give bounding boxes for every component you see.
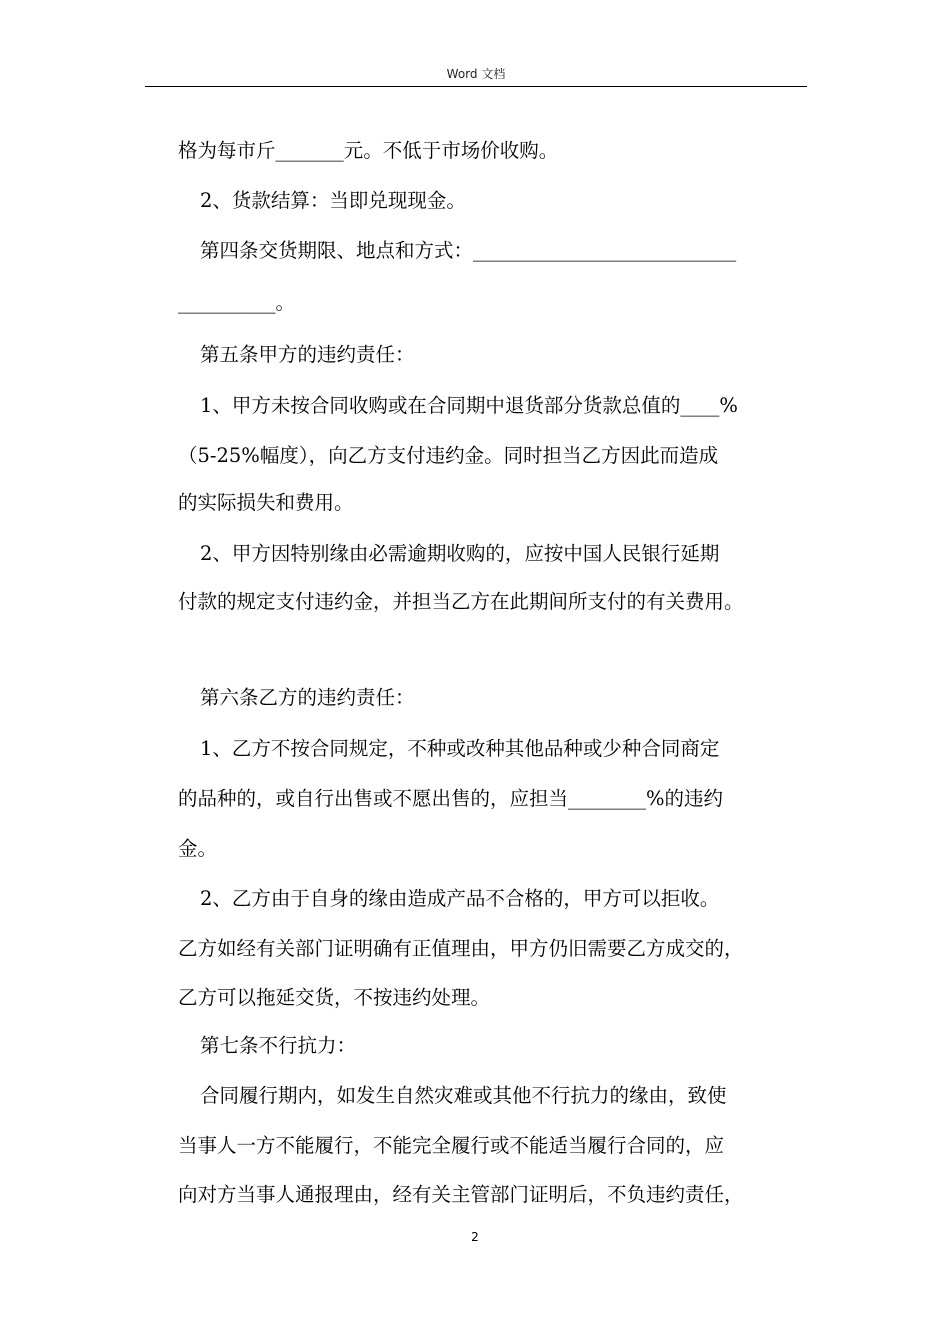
text-line-14: 金。 — [178, 837, 218, 860]
text-line-3: 第四条交货期限、地点和方式：___________________________ — [200, 239, 737, 262]
text-line-19: 合同履行期内，如发生自然灾难或其他不行抗力的缘由，致使 — [200, 1084, 727, 1107]
text-line-18: 第七条不行抗力： — [200, 1034, 357, 1057]
text-line-4: __________。 — [178, 291, 296, 314]
text-line-2: 2、货款结算：当即兑现现金。 — [200, 189, 466, 212]
header-divider — [145, 86, 807, 87]
text-line-17: 乙方可以拖延交货，不按违约处理。 — [178, 986, 491, 1009]
page-number: 2 — [471, 1230, 479, 1244]
text-line-20: 当事人一方不能履行，不能完全履行或不能适当履行合同的，应 — [178, 1134, 725, 1157]
text-line-7: （5-25%幅度），向乙方支付违约金。同时担当乙方因此而造成 — [178, 444, 719, 467]
text-line-8: 的实际损失和费用。 — [178, 491, 354, 514]
text-line-15: 2、乙方由于自身的缘由造成产品不合格的，甲方可以拒收。 — [200, 887, 720, 910]
text-line-9: 2、甲方因特别缘由必需逾期收购的，应按中国人民银行延期 — [200, 542, 720, 565]
text-line-21: 向对方当事人通报理由，经有关主管部门证明后，不负违约责任， — [178, 1183, 744, 1206]
page-header: Word 文档 — [446, 67, 506, 81]
text-line-6: 1、甲方未按合同收购或在合同期中退货部分货款总值的____% — [200, 394, 738, 417]
text-line-5: 第五条甲方的违约责任： — [200, 343, 415, 366]
text-line-11: 第六条乙方的违约责任： — [200, 686, 415, 709]
text-line-10: 付款的规定支付违约金，并担当乙方在此期间所支付的有关费用。 — [178, 590, 744, 613]
text-line-12: 1、乙方不按合同规定，不种或改种其他品种或少种合同商定 — [200, 737, 720, 760]
text-line-1: 格为每市斤_______元。不低于市场价收购。 — [178, 139, 559, 162]
text-line-16: 乙方如经有关部门证明确有正值理由，甲方仍旧需要乙方成交的， — [178, 937, 744, 960]
text-line-13: 的品种的，或自行出售或不愿出售的，应担当________%的违约 — [178, 787, 724, 810]
